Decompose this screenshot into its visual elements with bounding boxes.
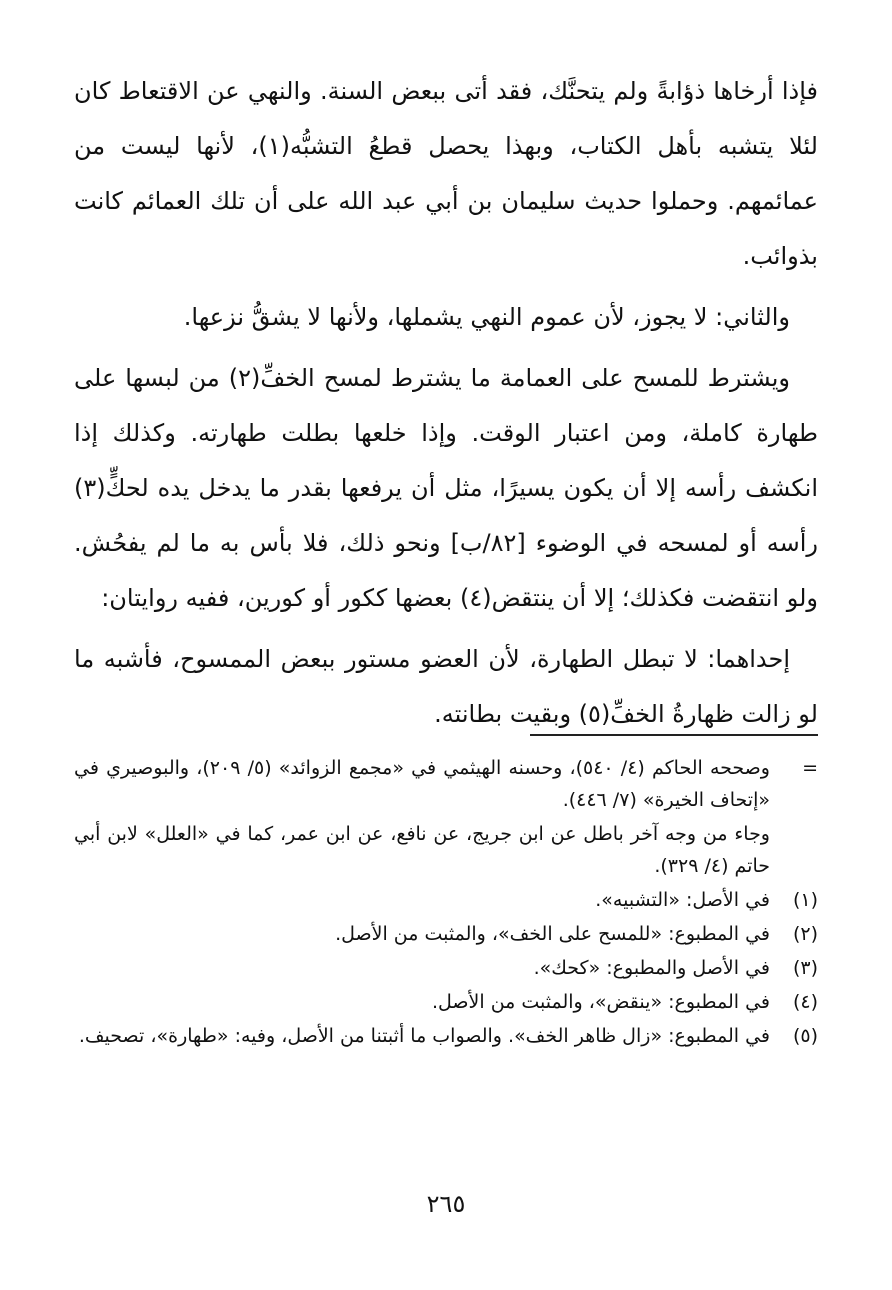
- paragraph: والثاني: لا يجوز، لأن عموم النهي يشملها، ولأنها لا يشقُّ نزعها.: [183, 303, 790, 331]
- footnote-separator: [530, 734, 818, 736]
- paragraph: فإذا أرخاها ذؤابةً ولم يتحنَّك، فقد أتى ببعض السنة. والنهي عن الاقتعاط كان لئلا يتشبه بأهل الكتاب، وبهذا يحصل قطعُ التشبُّه(١)، لأنها ليست من عمائمهم. وحملوا حديث سليمان بن أبي عبد الله على أن تلك العمائم كانت بذوائب.: [74, 77, 818, 270]
- page-number: ٢٦٥: [426, 1190, 466, 1218]
- footnote-number: (٣): [792, 957, 818, 979]
- footnote-item: [74, 918, 818, 950]
- footnote-text: في المطبوع: «زال ظاهر الخف». والصواب ما أثبتنا من الأصل، وفيه: «طهارة»، تصحيف.: [78, 1025, 770, 1047]
- footnote-item: [74, 952, 818, 984]
- footnote-number: (٢): [792, 923, 818, 945]
- paragraph: إحداهما: لا تبطل الطهارة، لأن العضو مستور ببعض الممسوح، فأشبه ما لو زالت ظهارةُ الخفِّ(٥) وبقيت بطانته.: [74, 645, 818, 728]
- main-text: [74, 64, 818, 742]
- footnote-text: في الأصل والمطبوع: «كحك».: [533, 957, 770, 979]
- footnotes: [74, 752, 818, 1054]
- footnote-item: [74, 986, 818, 1018]
- page-body: [74, 64, 818, 748]
- footnote-number: =: [802, 757, 818, 779]
- footnote-text: وصححه الحاكم (٤/ ٥٤٠)، وحسنه الهيثمي في «مجمع الزوائد» (٥/ ٢٠٩)، والبوصيري في «إتحاف الخيرة» (٧/ ٤٤٦).: [74, 757, 770, 811]
- footnote-text: في الأصل: «التشبيه».: [595, 889, 770, 911]
- footnote-continuation: [74, 818, 818, 882]
- footnote-number: (٤): [792, 991, 818, 1013]
- footnote-text: في المطبوع: «ينقض»، والمثبت من الأصل.: [431, 991, 770, 1013]
- footnote-number: (١): [792, 889, 818, 911]
- footnote-item: [74, 884, 818, 916]
- footnote-item: [74, 1020, 818, 1052]
- footnote-number: [770, 818, 818, 882]
- footnote-text: وجاء من وجه آخر باطل عن ابن جريج، عن نافع، عن ابن عمر، كما في «العلل» لابن أبي حاتم (٤/ ٣٢٩).: [74, 823, 770, 877]
- footnote-continuation: [74, 752, 818, 816]
- footnote-number: (٥): [792, 1025, 818, 1047]
- paragraph: ويشترط للمسح على العمامة ما يشترط لمسح الخفِّ(٢) من لبسها على طهارة كاملة، ومن اعتبار الوقت. وإذا خلعها بطلت طهارته. وكذلك إذا انكشف رأسه إلا أن يكون يسيرًا، مثل أن يرفعها بقدر ما يدخل يده لحكٍّ(٣) رأسه أو لمسحه في الوضوء [٨٢/ب] ونحو ذلك، فلا بأس به ما لم يفحُش. ولو انتقضت فكذلك؛ إلا أن ينتقض(٤) بعضها ككور أو كورين، ففيه روايتان:: [74, 364, 819, 612]
- footnote-text: في المطبوع: «للمسح على الخف»، والمثبت من الأصل.: [335, 923, 770, 945]
